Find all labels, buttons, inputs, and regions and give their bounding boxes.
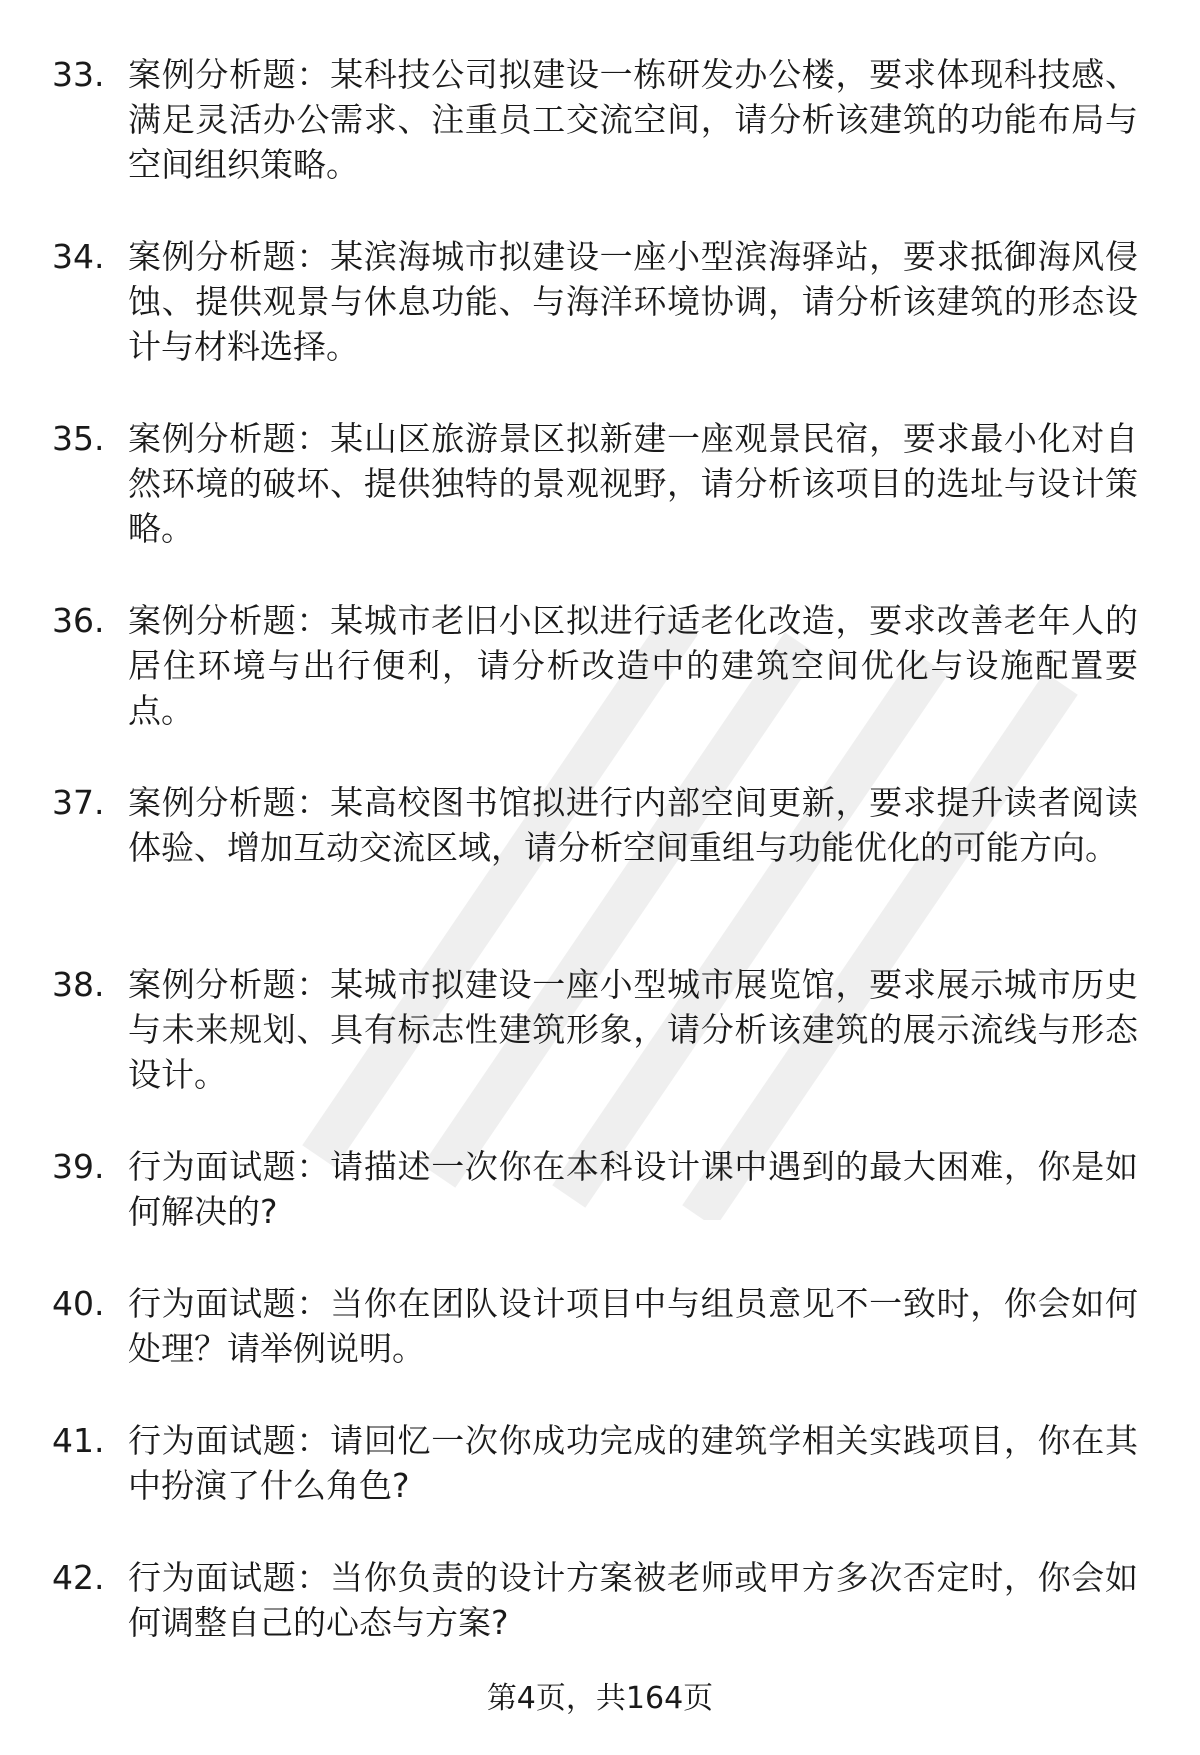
question-text: 行为面试题：请回忆一次你成功完成的建筑学相关实践项目，你在其中扮演了什么角色? [128, 1421, 1138, 1505]
question-number: 41. [52, 1421, 105, 1460]
list-item [0, 962, 1200, 1144]
list-item [0, 1144, 1200, 1281]
question-number: 39. [52, 1147, 105, 1186]
list-item [0, 1555, 1200, 1692]
question-text: 案例分析题：某滨海城市拟建设一座小型滨海驿站，要求抵御海风侵蚀、提供观景与休息功能、与海洋环境协调，请分析该建筑的形态设计与材料选择。 [128, 237, 1138, 366]
list-item [0, 1418, 1200, 1555]
question-text: 案例分析题：某城市老旧小区拟进行适老化改造，要求改善老年人的居住环境与出行便利，请分析改造中的建筑空间优化与设施配置要点。 [128, 601, 1138, 730]
question-list [0, 52, 1200, 1692]
question-number: 40. [52, 1284, 105, 1323]
question-number: 35. [52, 419, 105, 458]
question-text: 行为面试题：当你负责的设计方案被老师或甲方多次否定时，你会如何调整自己的心态与方案? [128, 1558, 1138, 1642]
question-text: 行为面试题：请描述一次你在本科设计课中遇到的最大困难，你是如何解决的? [128, 1147, 1138, 1231]
question-number: 38. [52, 965, 105, 1004]
question-number: 36. [52, 601, 105, 640]
question-number: 37. [52, 783, 105, 822]
list-item [0, 780, 1200, 962]
list-item [0, 416, 1200, 598]
question-text: 案例分析题：某山区旅游景区拟新建一座观景民宿，要求最小化对自然环境的破坏、提供独特的景观视野，请分析该项目的选址与设计策略。 [128, 419, 1138, 548]
question-number: 34. [52, 237, 105, 276]
question-text: 行为面试题：当你在团队设计项目中与组员意见不一致时，你会如何处理？请举例说明。 [128, 1284, 1138, 1368]
list-item [0, 598, 1200, 780]
question-text: 案例分析题：某高校图书馆拟进行内部空间更新，要求提升读者阅读体验、增加互动交流区域，请分析空间重组与功能优化的可能方向。 [128, 783, 1138, 867]
list-item [0, 234, 1200, 416]
list-item [0, 52, 1200, 234]
question-text: 案例分析题：某科技公司拟建设一栋研发办公楼，要求体现科技感、满足灵活办公需求、注重员工交流空间，请分析该建筑的功能布局与空间组织策略。 [128, 55, 1138, 184]
page-footer: 第4页，共164页 [486, 1681, 714, 1716]
question-text: 案例分析题：某城市拟建设一座小型城市展览馆，要求展示城市历史与未来规划、具有标志性建筑形象，请分析该建筑的展示流线与形态设计。 [128, 965, 1138, 1094]
question-number: 33. [52, 55, 105, 94]
list-item [0, 1281, 1200, 1418]
question-number: 42. [52, 1558, 105, 1597]
